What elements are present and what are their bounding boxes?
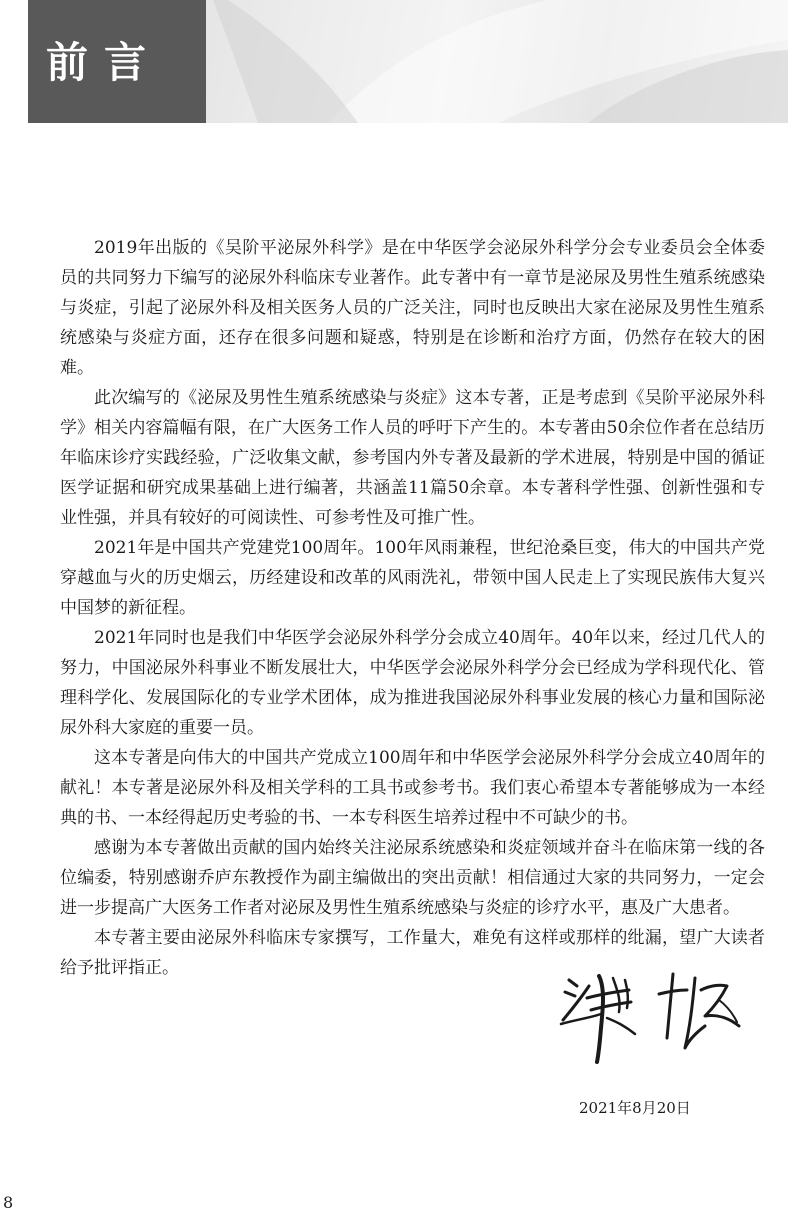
paragraph-1: 2019年出版的《吴阶平泌尿外科学》是在中华医学会泌尿外科学分会专业委员会全体委员的共同努力下编写的泌尿外科临床专业著作。此专著中有一章节是泌尿及男性生殖系统感染与炎症，引起了泌尿外科及相关医务人员的广泛关注，同时也反映出大家在泌尿及男性生殖系统感染与炎症方面，还存在很多问题和疑惑，特别是在诊断和治疗方面，仍然存在较大的困难。 (60, 238, 765, 378)
title-block (28, 0, 206, 123)
handwritten-signature (555, 968, 750, 1064)
page-title: 前言 (46, 38, 163, 87)
paragraph-5: 这本专著是向伟大的中国共产党成立100周年和中华医学会泌尿外科学分会成立40周年的献礼！本专著是泌尿外科及相关学科的工具书或参考书。我们衷心希望本专著能够成为一本经典的书、一本经得起历史考验的书、一本专科医生培养过程中不可缺少的书。 (60, 748, 765, 828)
paragraph-3: 2021年是中国共产党建党100周年。100年风雨兼程，世纪沧桑巨变，伟大的中国共产党穿越血与火的历史烟云，历经建设和改革的风雨洗礼，带领中国人民走上了实现民族伟大复兴中国梦的新征程。 (60, 538, 765, 618)
paragraph-4: 2021年同时也是我们中华医学会泌尿外科学分会成立40周年。40年以来，经过几代人的努力，中国泌尿外科事业不断发展壮大，中华医学会泌尿外科学分会已经成为学科现代化、管理科学化、发展国际化的专业学术团体，成为推进我国泌尿外科事业发展的核心力量和国际泌尿外科大家庭的重要一员。 (60, 628, 765, 738)
signature-date: 2021年8月20日 (579, 1099, 691, 1117)
header-banner (28, 0, 788, 123)
paragraph-6: 感谢为本专著做出贡献的国内始终关注泌尿系统感染和炎症领域并奋斗在临床第一线的各位编委，特别感谢乔庐东教授作为副主编做出的突出贡献！相信通过大家的共同努力，一定会进一步提高广大医务工作者对泌尿及男性生殖系统感染与炎症的诊疗水平，惠及广大患者。 (60, 838, 765, 918)
preface-body (60, 233, 765, 983)
paragraph-7: 本专著主要由泌尿外科临床专家撰写，工作量大，难免有这样或那样的纰漏，望广大读者给予批评指正。 (60, 928, 765, 978)
paragraph-2: 此次编写的《泌尿及男性生殖系统感染与炎症》这本专著，正是考虑到《吴阶平泌尿外科学》相关内容篇幅有限，在广大医务工作人员的呼吁下产生的。本专著由50余位作者在总结历年临床诊疗实践经验，广泛收集文献，参考国内外专著及最新的学术进展，特别是中国的循证医学证据和研究成果基础上进行编著，共涵盖11篇50余章。本专著科学性强、创新性强和专业性强，并具有较好的可阅读性、可参考性及可推广性。 (60, 388, 765, 528)
page-number: 8 (3, 1193, 14, 1212)
